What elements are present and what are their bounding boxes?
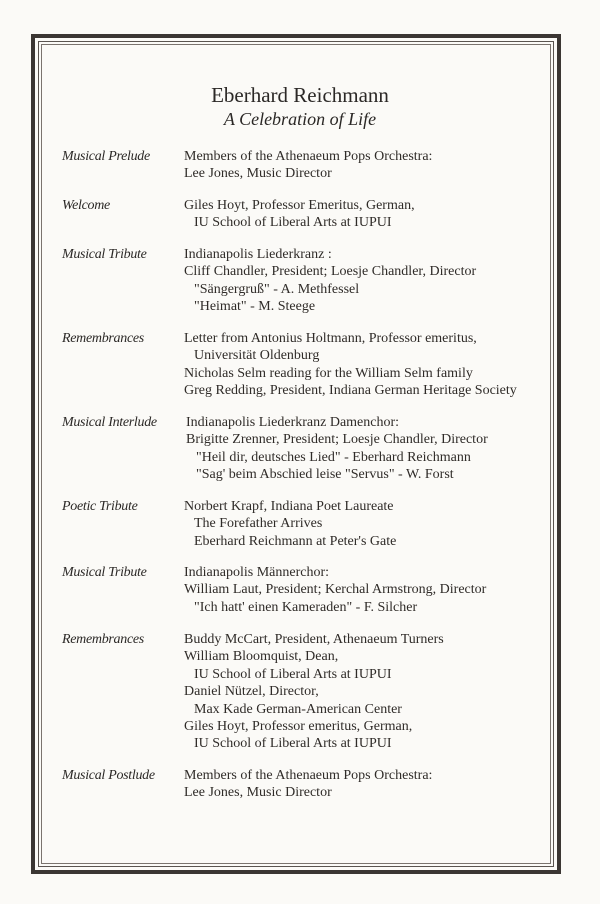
detail-line: The Forefather Arrives	[194, 516, 323, 532]
detail-line: William Laut, President; Kerchal Armstrong, Director	[184, 582, 487, 598]
detail-line: Indianapolis Liederkranz Damenchor:	[186, 415, 400, 430]
detail-line: Brigitte Zrenner, President; Loesje Chandler, Director	[186, 432, 488, 448]
detail-line: "Heil dir, deutsches Lied" - Eberhard Reichmann	[196, 449, 471, 465]
page-subtitle: A Celebration of Life	[223, 109, 377, 129]
detail-line: Indianapolis Männerchor:	[184, 565, 330, 580]
section-details	[184, 246, 564, 316]
section-details	[184, 197, 564, 232]
section-label: Musical Tribute	[62, 565, 147, 580]
section-label: Poetic Tribute	[62, 499, 138, 514]
detail-line: Lee Jones, Music Director	[184, 166, 332, 182]
section-details	[186, 414, 566, 484]
detail-line: Norbert Krapf, Indiana Poet Laureate	[184, 499, 394, 514]
detail-line: Cliff Chandler, President; Loesje Chandler, Director	[184, 264, 477, 280]
section-details	[184, 498, 564, 550]
program-heading	[0, 82, 600, 130]
detail-line: Lee Jones, Music Director	[184, 785, 332, 801]
section-label: Welcome	[62, 198, 110, 213]
section-label: Musical Tribute	[62, 247, 147, 262]
detail-line: Letter from Antonius Holtmann, Professor emeritus,	[184, 331, 477, 346]
detail-line: Buddy McCart, President, Athenaeum Turners	[184, 632, 444, 647]
detail-line: Greg Redding, President, Indiana German Heritage Society	[184, 383, 517, 399]
detail-line: Giles Hoyt, Professor Emeritus, German,	[184, 198, 415, 213]
detail-line: Universität Oldenburg	[194, 348, 320, 364]
section-details	[184, 148, 564, 183]
section-label: Musical Postlude	[62, 768, 155, 783]
detail-line: Daniel Nützel, Director,	[184, 684, 319, 700]
section-label: Remembrances	[62, 632, 144, 647]
detail-line: "Heimat" - M. Steege	[194, 299, 316, 315]
detail-line: Giles Hoyt, Professor emeritus, German,	[184, 719, 413, 735]
detail-line: William Bloomquist, Dean,	[184, 649, 339, 665]
detail-line: "Ich hatt' einen Kameraden" - F. Silcher	[194, 599, 418, 615]
detail-line: IU School of Liberal Arts at IUPUI	[194, 666, 392, 682]
detail-line: IU School of Liberal Arts at IUPUI	[194, 215, 392, 231]
page-title: Eberhard Reichmann	[211, 83, 389, 107]
section-label: Remembrances	[62, 331, 144, 346]
detail-line: Max Kade German-American Center	[194, 701, 402, 717]
detail-line: Indianapolis Liederkranz :	[184, 247, 332, 262]
section-details	[184, 767, 564, 802]
detail-line: Eberhard Reichmann at Peter's Gate	[194, 533, 397, 549]
section-details	[184, 564, 564, 616]
section-details	[184, 330, 564, 400]
section-label: Musical Interlude	[62, 415, 157, 430]
detail-line: "Sag' beim Abschied leise "Servus" - W. Forst	[196, 467, 454, 483]
detail-line: IU School of Liberal Arts at IUPUI	[194, 736, 392, 752]
detail-line: Members of the Athenaeum Pops Orchestra:	[184, 149, 433, 164]
detail-line: Members of the Athenaeum Pops Orchestra:	[184, 768, 433, 783]
detail-line: Nicholas Selm reading for the William Selm family	[184, 365, 473, 381]
section-label: Musical Prelude	[62, 149, 150, 164]
section-details	[184, 631, 564, 753]
detail-line: "Sängergruß" - A. Methfessel	[194, 281, 360, 297]
